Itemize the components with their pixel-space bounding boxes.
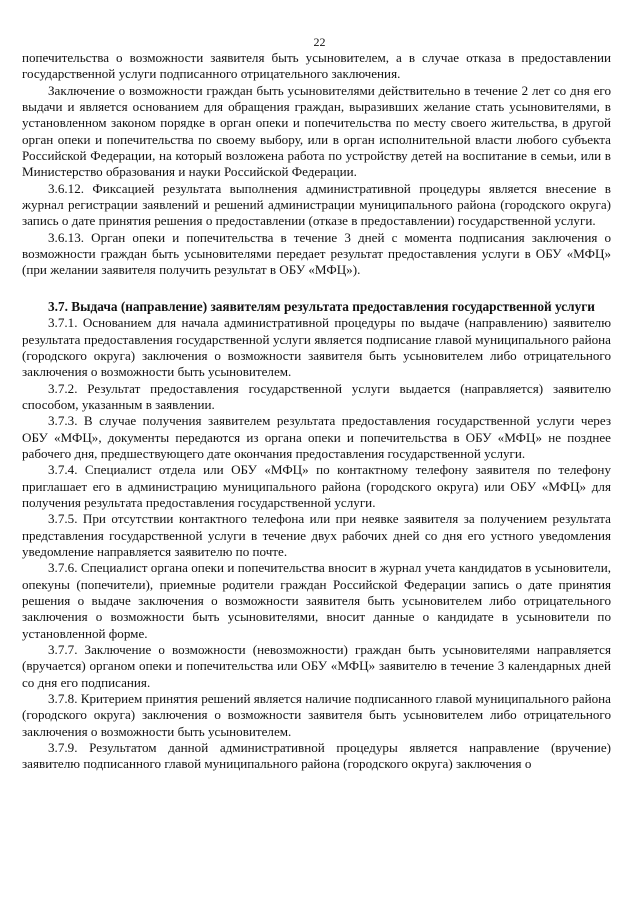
paragraph-3-6-12: 3.6.12. Фиксацией результата выполнения административной процедуры является внесение в журнал регистрации заявлений и решений администрации муниципального района (городского округа) запись о дате принятия решения о предоставлении (отказе в предоставлении) государственной услуги. [22, 180, 611, 229]
section-heading-3-7: 3.7. Выдача (направление) заявителям результата предоставления государственной услуги [48, 298, 595, 314]
paragraph-3-6-13: 3.6.13. Орган опеки и попечительства в течение 3 дней с момента подписания заключения о возможности граждан быть усыновителями передает результат предоставления услуги в ОБУ «МФЦ» (при желании заявителя получить результат в ОБУ «МФЦ»). [22, 229, 611, 278]
paragraph-3-7-9: 3.7.9. Результатом данной административной процедуры является направление (вручение) заявителю подписанного главой муниципального района (городского округа) заключения о [22, 740, 611, 772]
paragraph-3-7-2: 3.7.2. Результат предоставления государственной услуги выдается (направляется) заявителю способом, указанным в заявлении. [22, 380, 611, 412]
paragraph-3-7-7: 3.7.7. Заключение о возможности (невозможности) граждан быть усыновителями направляется (вручается) органом опеки и попечительства или ОБУ «МФЦ» заявителю в течение 3 календарных дней со дня его подписания. [22, 642, 611, 690]
paragraph-3-7-1: 3.7.1. Основанием для начала административной процедуры по выдаче (направлению) заявителю результата предоставления государственной услуги является подписание главой муниципального района (городского округа) заключения о возможности заявителя быть усыновителем либо отрицательного заключения о возможности быть усыновителем. [22, 315, 611, 380]
paragraph-continuation: попечительства о возможности заявителя быть усыновителем, а в случае отказа в предоставлении государственной услуги подписанного отрицательного заключения. [22, 50, 611, 82]
paragraph-3-7-4: 3.7.4. Специалист отдела или ОБУ «МФЦ» по контактному телефону заявителя по телефону приглашает его в администрацию муниципального района (городского округа) или ОБУ «МФЦ» для получения результата предоставления государственной услуги. [22, 462, 611, 510]
paragraph-3-7-6: 3.7.6. Специалист органа опеки и попечительства вносит в журнал учета кандидатов в усыновители, опекуны (попечители), приемные родители граждан Российской Федерации запись о дате принятия решения о выдаче заключения о возможности заявителя быть усыновителем либо отрицательного заключения о возможности быть усыновителями, вносит данные о кандидате в усыновители по установленной форме. [22, 560, 611, 641]
paragraph-3-7-8: 3.7.8. Критерием принятия решений является наличие подписанного главой муниципального района (городского округа) заключения о возможности заявителя быть усыновителем либо отрицательного заключения о возможности быть усыновителем. [22, 691, 611, 739]
paragraph-3-7-3: 3.7.3. В случае получения заявителем результата предоставления государственной услуги через ОБУ «МФЦ», документы передаются из органа опеки и попечительства в ОБУ «МФЦ» не позднее рабочего дня, предшествующего дате окончания предоставления государственной услуги. [22, 413, 611, 461]
document-body [22, 50, 611, 773]
page-number: 22 [313, 35, 326, 49]
paragraph: Заключение о возможности граждан быть усыновителями действительно в течение 2 лет со дня его выдачи и является основанием для обращения граждан, выразивших желание стать усыновителями, в установленном законом порядке в орган опеки и попечительства по месту своего жительства, в другой орган опеки и попечительства по своему выбору, или в орган исполнительной власти любого субъекта Российской Федерации, на который возложена работа по устройству детей на воспитание в семьи, или в Министерство образования и науки Российской Федерации. [22, 82, 611, 180]
paragraph-3-7-5: 3.7.5. При отсутствии контактного телефона или при неявке заявителя за получением результата представления государственной услуги в течение двух рабочих дней со дня его устного уведомления уведомление направляется заявителю по почте. [22, 511, 611, 559]
